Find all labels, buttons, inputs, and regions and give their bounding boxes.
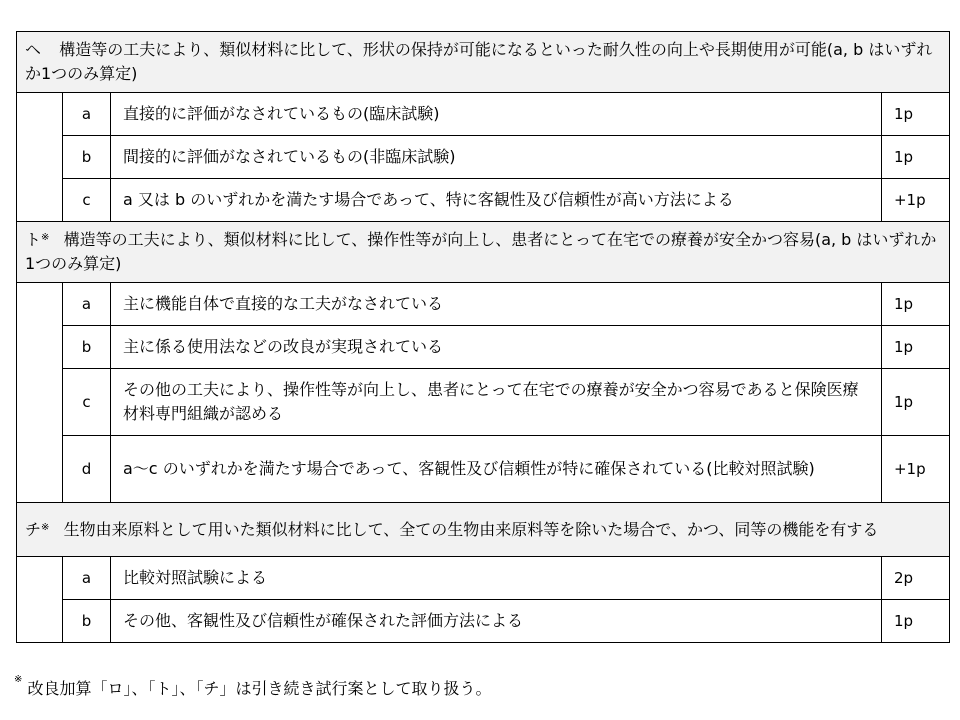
row-text: a～c のいずれかを満たす場合であって、客観性及び信頼性が特に確保されている(比較対照試験) [111,436,882,503]
row-points: 1p [881,600,949,643]
row-letter: a [63,93,111,136]
row-points: +1p [881,179,949,222]
row-points: 1p [881,136,949,179]
row-points: 1p [881,369,949,436]
row-points: 1p [881,93,949,136]
table-row [17,283,950,326]
table-row [17,326,950,369]
section-header-text: 構造等の工夫により、類似材料に比して、形状の保持が可能になるといった耐久性の向上や長期使用が可能(a, b はいずれか1つのみ算定) [25,40,933,83]
row-letter: c [63,179,111,222]
table-row [17,136,950,179]
footnote-text: 改良加算「ロ」、「ト」、「チ」は引き続き試行案として取り扱う。 [27,679,492,698]
row-text: 間接的に評価がなされているもの(非臨床試験) [111,136,882,179]
table-row [17,93,950,136]
section-header-text: 構造等の工夫により、類似材料に比して、操作性等が向上し、患者にとって在宅での療養が安全かつ容易(a, b はいずれか1つのみ算定) [25,230,937,273]
section-header-he [17,32,950,93]
section-header-text: 生物由来原料として用いた類似材料に比して、全ての生物由来原料等を除いた場合で、かつ、同等の機能を有する [63,519,879,539]
table-row [17,179,950,222]
row-text: 主に係る使用法などの改良が実現されている [111,326,882,369]
row-points: +1p [881,436,949,503]
section-mark: ヘ [25,40,42,59]
table-row [17,557,950,600]
row-text: 主に機能自体で直接的な工夫がなされている [111,283,882,326]
table-row [17,369,950,436]
row-text: その他、客観性及び信頼性が確保された評価方法による [111,600,882,643]
row-points: 1p [881,326,949,369]
row-letter: a [63,283,111,326]
footnote [14,676,492,699]
row-letter: a [63,557,111,600]
table-row [17,600,950,643]
row-points: 1p [881,283,949,326]
section-header-to [17,222,950,283]
section-header-chi [17,503,950,557]
table-row [17,436,950,503]
row-letter: b [63,136,111,179]
row-text: その他の工夫により、操作性等が向上し、患者にとって在宅での療養が安全かつ容易であると保険医療材料専門組織が認める [111,369,882,436]
row-letter: b [63,600,111,643]
row-text: 直接的に評価がなされているもの(臨床試験) [111,93,882,136]
section-mark: チ [25,519,42,539]
section-mark: ト [25,230,42,249]
note-mark: ※ [41,232,50,243]
row-text: 比較対照試験による [111,557,882,600]
row-letter: d [63,436,111,503]
note-mark: ※ [41,521,50,533]
criteria-table [16,31,950,643]
row-text: a 又は b のいずれかを満たす場合であって、特に客観性及び信頼性が高い方法による [111,179,882,222]
footnote-mark: ※ [14,674,23,685]
row-points: 2p [881,557,949,600]
row-letter: b [63,326,111,369]
row-letter: c [63,369,111,436]
